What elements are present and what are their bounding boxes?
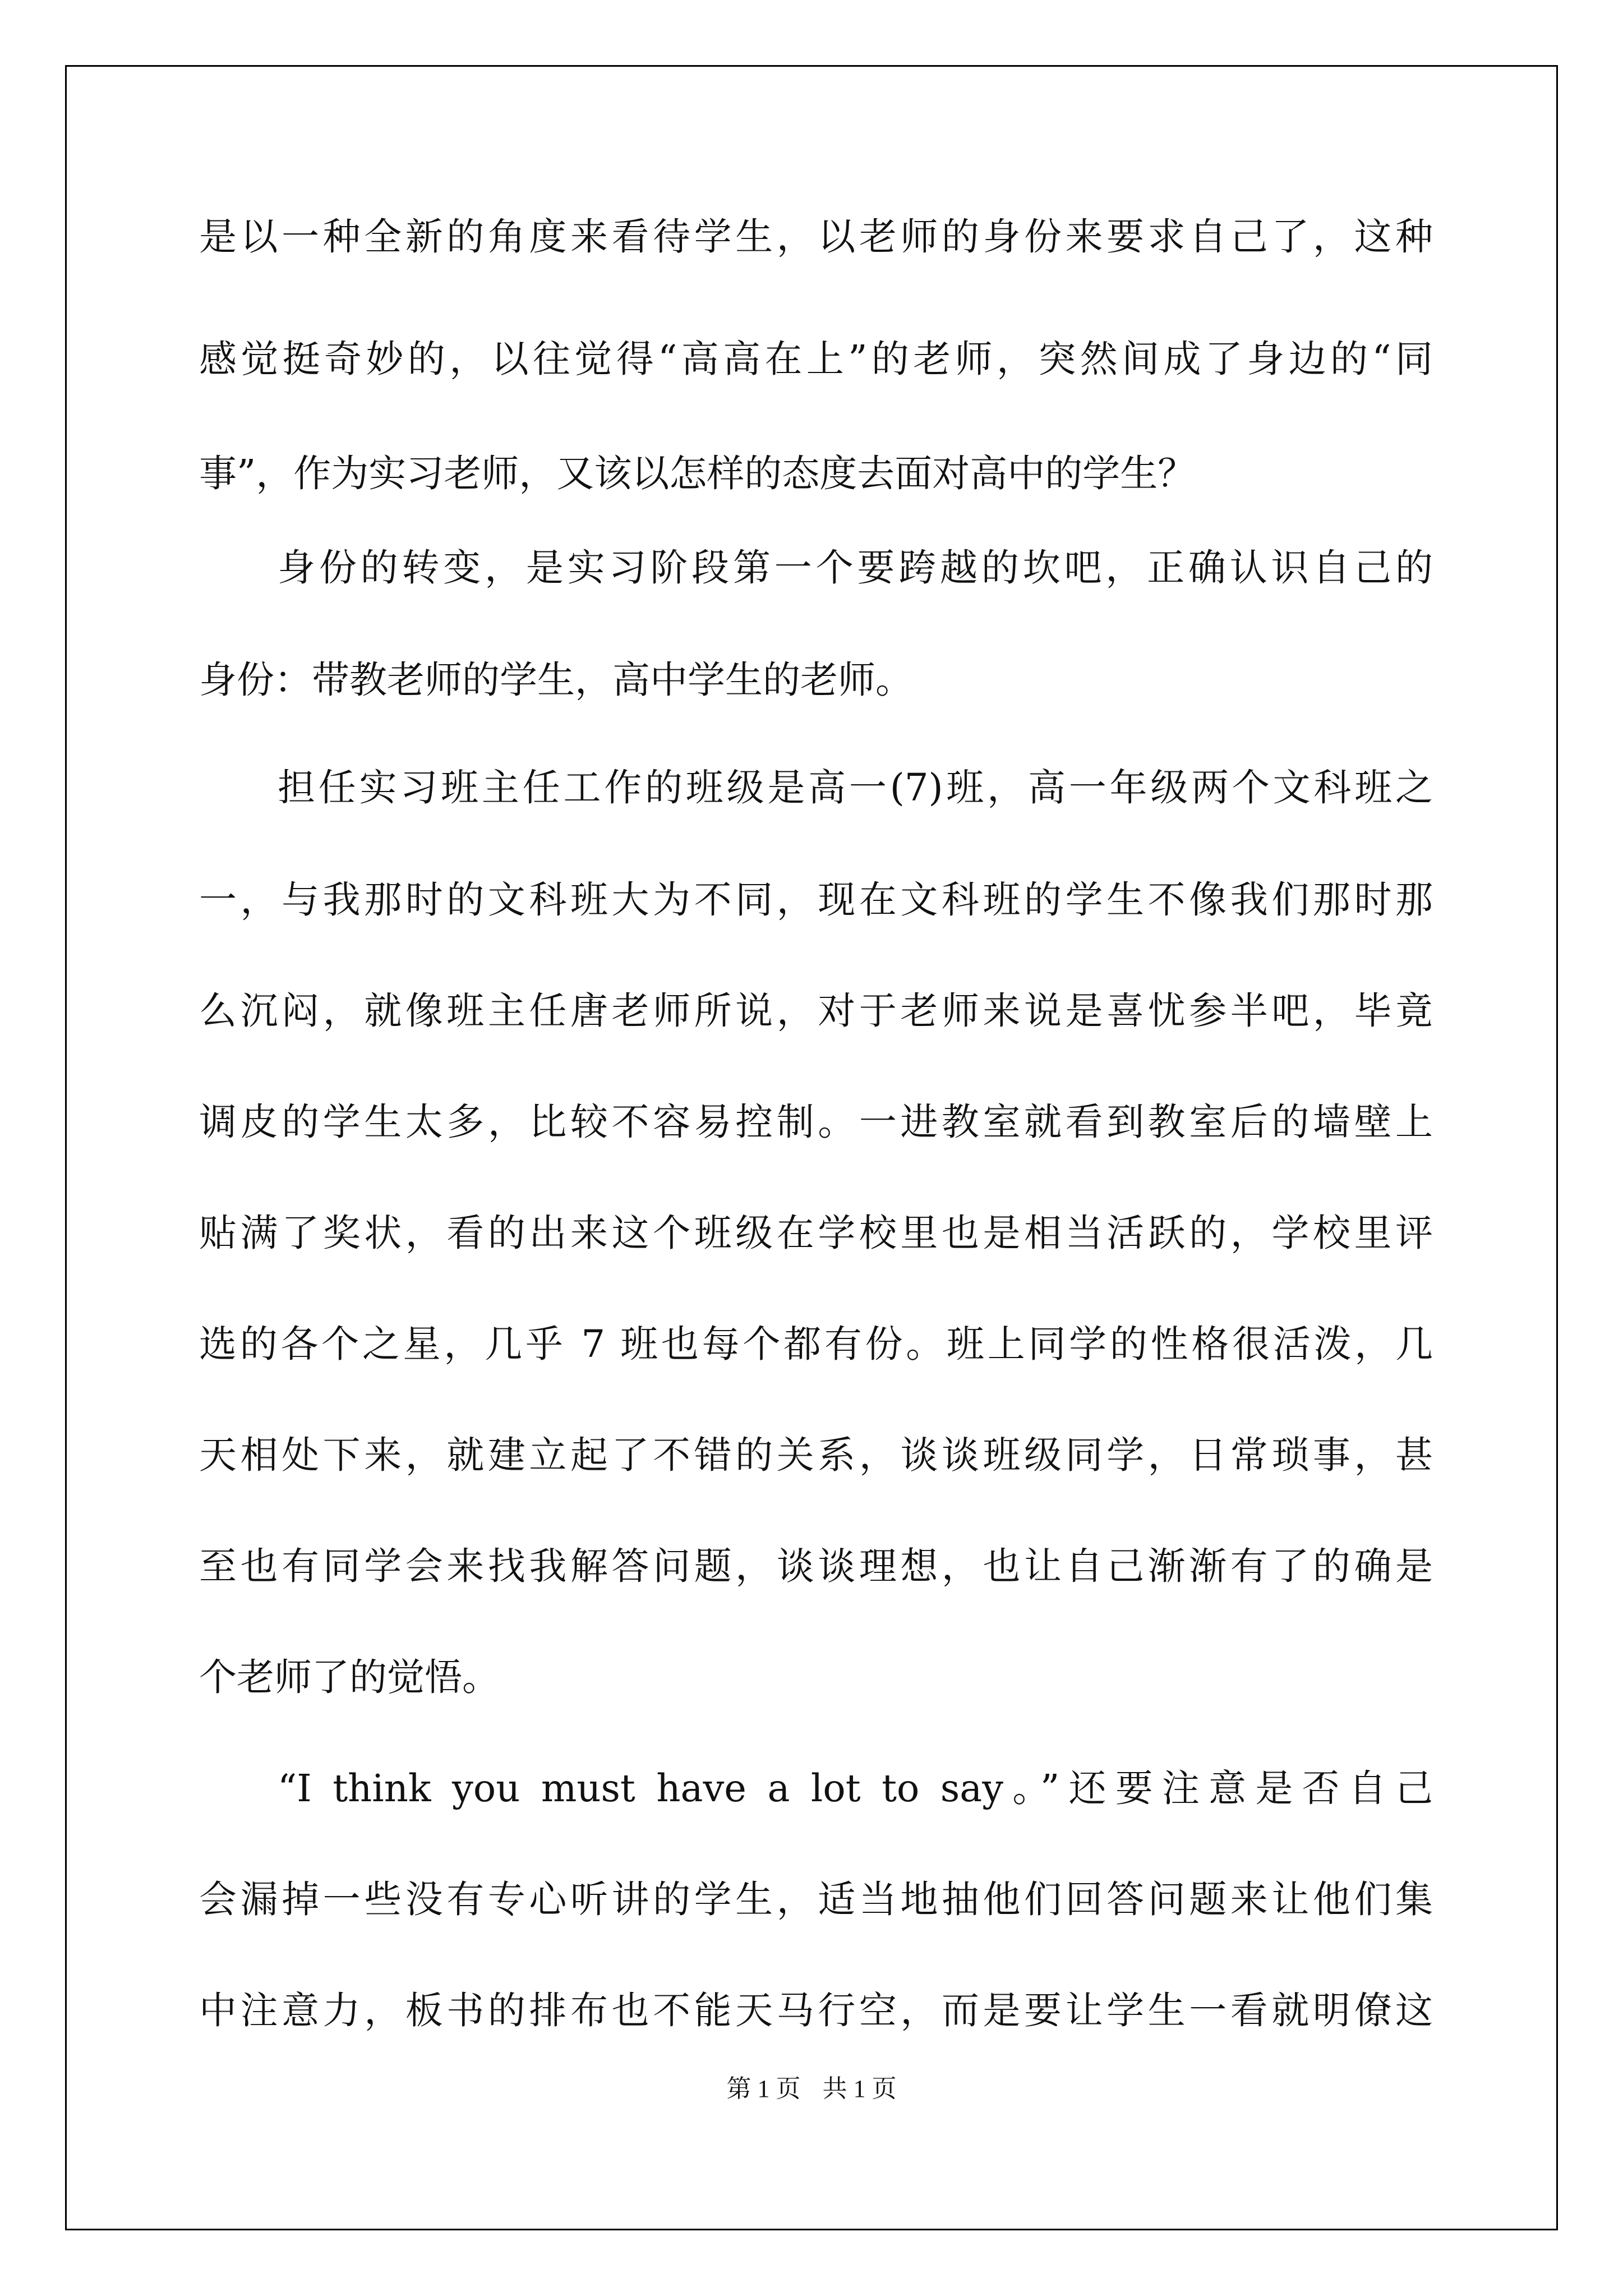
page-footer: [0, 2073, 1623, 2105]
text-line: 调皮的学生太多，比较不容易控制。一进教室就看到教室后的墙壁上: [199, 1100, 1433, 1144]
text-line: 中注意力，板书的排布也不能天马行空，而是要让学生一看就明僚这: [199, 1989, 1433, 2032]
text-line: 个老师了的觉悟。: [199, 1655, 500, 1699]
text-line: 身份：带教老师的学生，高中学生的老师。: [199, 658, 913, 702]
text-line: 么沉闷，就像班主任唐老师所说，对于老师来说是喜忧参半吧，毕竟: [199, 989, 1433, 1033]
text-line: 担任实习班主任工作的班级是高一(7)班，高一年级两个文科班之: [278, 766, 1433, 809]
page-number: 第 1 页: [726, 2075, 801, 2102]
text-line: 是以一种全新的角度来看待学生，以老师的身份来要求自己了，这种: [199, 215, 1433, 259]
text-line: 贴满了奖状，看的出来这个班级在学校里也是相当活跃的，学校里评: [199, 1211, 1433, 1255]
text-line: 身份的转变，是实习阶段第一个要跨越的坎吧，正确认识自己的: [278, 546, 1433, 590]
text-line: 天相处下来，就建立起了不错的关系，谈谈班级同学，日常琐事，甚: [199, 1433, 1433, 1477]
text-line: 选的各个之星，几乎 7 班也每个都有份。班上同学的性格很活泼，几: [199, 1322, 1433, 1366]
text-line: “I think you must have a lot to say。”还要注意是否自己: [278, 1766, 1433, 1810]
page-total: 共 1 页: [822, 2075, 897, 2102]
text-line: 感觉挺奇妙的，以往觉得“高高在上”的老师，突然间成了身边的“同: [199, 337, 1433, 381]
text-line: 事”，作为实习老师，又该以怎样的态度去面对高中的学生？: [199, 452, 1196, 495]
text-line: 至也有同学会来找我解答问题，谈谈理想，也让自己渐渐有了的确是: [199, 1544, 1433, 1588]
text-line: 会漏掉一些没有专心听讲的学生，适当地抽他们回答问题来让他们集: [199, 1878, 1433, 1921]
text-line: 一，与我那时的文科班大为不同，现在文科班的学生不像我们那时那: [199, 878, 1433, 922]
